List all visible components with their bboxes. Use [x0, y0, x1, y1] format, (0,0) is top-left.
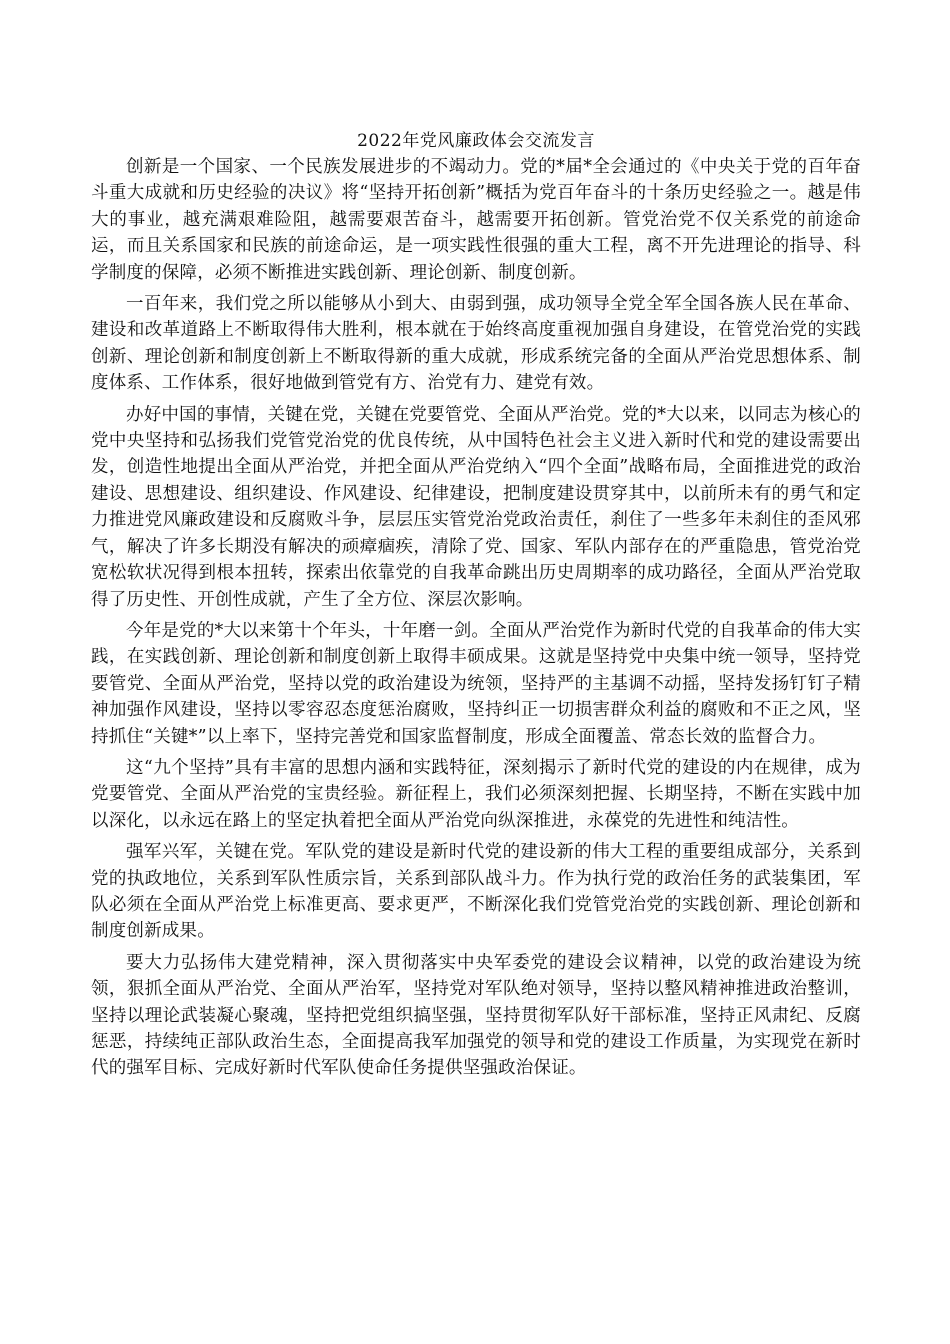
paragraph-2: 一百年来，我们党之所以能够从小到大、由弱到强，成功领导全党全军全国各族人民在革命、建设和改革道路上不断取得伟大胜利，根本就在于始终高度重视加强自身建设，在管党治党的实践创新、理论创新和制度创新上不断取得新的重大成就，形成系统完备的全面从严治党思想体系、制度体系、工作体系，很好地做到管党有方、治党有力、建党有效。: [91, 294, 861, 394]
paragraph-1: 创新是一个国家、一个民族发展进步的不竭动力。党的*届*全会通过的《中央关于党的百年奋斗重大成就和历史经验的决议》将“坚持开拓创新”概括为党百年奋斗的十条历史经验之一。越是伟大的事业，越充满艰难险阻，越需要艰苦奋斗，越需要开拓创新。管党治党不仅关系党的前途命运，而且关系国家和民族的前途命运，是一项实践性很强的重大工程，离不开先进理论的指导、科学制度的保障，必须不断推进实践创新、理论创新、制度创新。: [91, 157, 861, 283]
paragraph-7: 要大力弘扬伟大建党精神，深入贯彻落实中央军委党的建设会议精神，以党的政治建设为统领，狠抓全面从严治党、全面从严治军，坚持党对军队绝对领导，坚持以整风精神推进政治整训，坚持以理论武装凝心聚魂，坚持把党组织搞坚强，坚持贯彻军队好干部标准，坚持正风肃纪、反腐惩恶，持续纯正部队政治生态，全面提高我军加强党的领导和党的建设工作质量，为实现党在新时代的强军目标、完成好新时代军队使命任务提供坚强政治保证。: [91, 952, 861, 1079]
document-page: [91, 128, 861, 1087]
paragraph-3: 办好中国的事情，关键在党，关键在党要管党、全面从严治党。党的*大以来，以同志为核心的党中央坚持和弘扬我们党管党治党的优良传统，从中国特色社会主义进入新时代和党的建设需要出发，创造性地提出全面从严治党，并把全面从严治党纳入“四个全面”战略布局，全面推进党的政治建设、思想建设、组织建设、作风建设、纪律建设，把制度建设贯穿其中，以前所未有的勇气和定力推进党风廉政建设和反腐败斗争，层层压实管党治党政治责任，刹住了一些多年未刹住的歪风邪气，解决了许多长期没有解决的顽瘴痼疾，清除了党、国家、军队内部存在的严重隐患，管党治党宽松软状况得到根本扭转，探索出依靠党的自我革命跳出历史周期率的成功路径，全面从严治党取得了历史性、开创性成就，产生了全方位、深层次影响。: [91, 404, 861, 610]
paragraph-4: 今年是党的*大以来第十个年头，十年磨一剑。全面从严治党作为新时代党的自我革命的伟大实践，在实践创新、理论创新和制度创新上取得丰硕成果。这就是坚持党中央集中统一领导，坚持党要管党、全面从严治党，坚持以党的政治建设为统领，坚持严的主基调不动摇，坚持发扬钉钉子精神加强作风建设，坚持以零容忍态度惩治腐败，坚持纠正一切损害群众利益的腐败和不正之风，坚持抓住“关键*”以上率下，坚持完善党和国家监督制度，形成全面覆盖、常态长效的监督合力。: [91, 620, 861, 747]
paragraph-6: 强军兴军，关键在党。军队党的建设是新时代党的建设新的伟大工程的重要组成部分，关系到党的执政地位，关系到军队性质宗旨，关系到部队战斗力。作为执行党的政治任务的武装集团，军队必须在全面从严治党上标准更高、要求更严，不断深化我们党管党治党的实践创新、理论创新和制度创新成果。: [91, 842, 861, 942]
paragraph-5: 这“九个坚持”具有丰富的思想内涵和实践特征，深刻揭示了新时代党的建设的内在规律，成为党要管党、全面从严治党的宝贵经验。新征程上，我们必须深刻把握、长期坚持，不断在实践中加以深化，以永远在路上的坚定执着把全面从严治党向纵深推进，永葆党的先进性和纯洁性。: [91, 757, 861, 831]
document-title: 2022年党风廉政体会交流发言: [357, 131, 595, 151]
